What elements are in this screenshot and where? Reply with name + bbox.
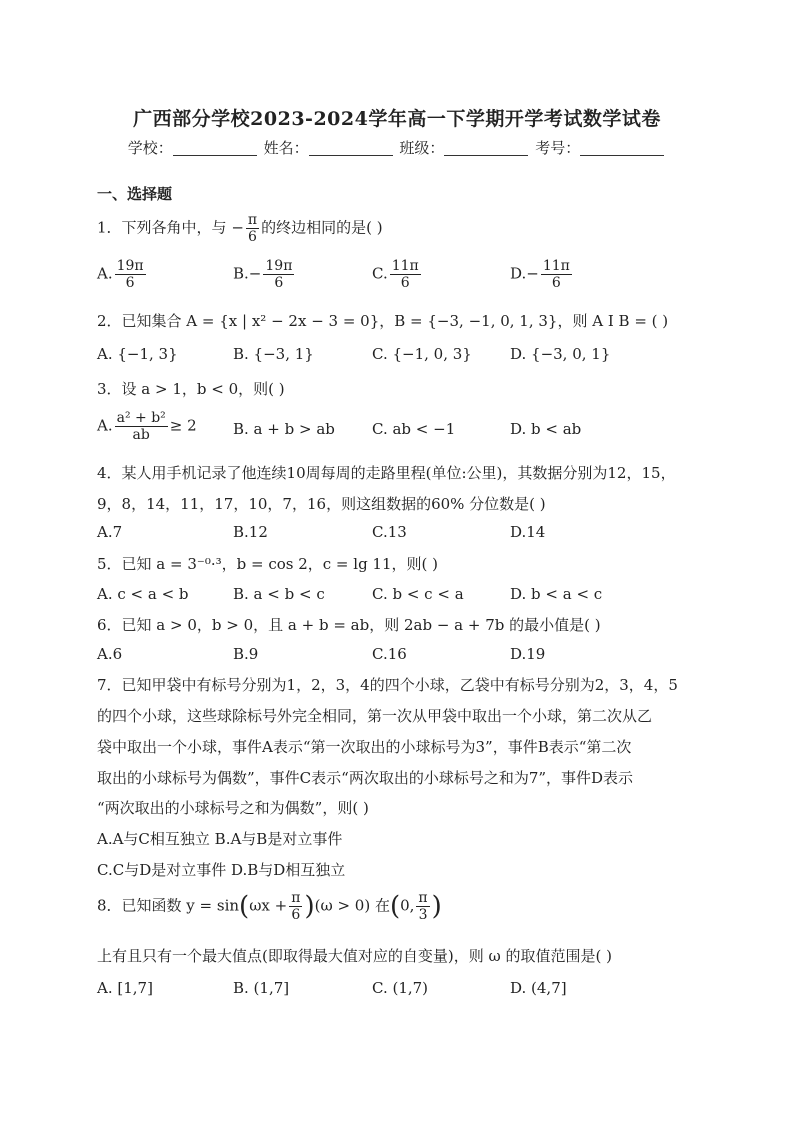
q5-option-a: A. c < a < b <box>97 585 189 603</box>
q4-option-a: A.7 <box>97 523 123 541</box>
question-6: 6．已知 a > 0，b > 0，且 a + b = ab，则 2ab − a + 7b 的最小值是( ) <box>97 616 601 634</box>
question-7-line-4: 取出的小球标号为偶数”，事件C表示“两次取出的小球标号之和为7”，事件D表示 <box>97 769 634 787</box>
q8-option-a: A. [1,7] <box>97 979 153 997</box>
q3-option-d: D. b < ab <box>510 420 582 438</box>
question-7-line-3: 袋中取出一个小球，事件A表示“第一次取出的小球标号为3”，事件B表示“第二次 <box>97 738 632 756</box>
section-heading: 一、选择题 <box>97 185 173 203</box>
q5-option-c: C. b < c < a <box>372 585 464 603</box>
q4-option-c: C.13 <box>372 523 407 541</box>
q7-options-line-1: A.A与C相互独立 B.A与B是对立事件 <box>97 830 343 848</box>
q6-option-d: D.19 <box>510 645 546 663</box>
q2-option-b: B. {−3, 1} <box>233 345 314 363</box>
q8-option-d: D. (4,7] <box>510 979 567 997</box>
q2-option-c: C. {−1, 0, 3} <box>372 345 472 363</box>
q4-option-b: B.12 <box>233 523 268 541</box>
question-1: 1．下列各角中，与 − $\frac{\pi}{6}$ 的终边相同的是( ) <box>97 212 383 245</box>
q5-option-b: B. a < b < c <box>233 585 325 603</box>
question-4-line-1: 4．某人用手机记录了他连续10周每周的走路里程(单位:公里)，其数据分别为12，15， <box>97 464 676 482</box>
exam-number-label: 考号： <box>535 139 581 157</box>
q5-option-d: D. b < a < c <box>510 585 603 603</box>
school-blank <box>173 141 257 156</box>
question-7-line-2: 的四个小球，这些球除标号外完全相同，第一次从甲袋中取出一个小球，第二次从乙 <box>97 707 653 725</box>
name-label: 姓名： <box>263 139 309 157</box>
q3-option-b: B. a + b > ab <box>233 420 335 438</box>
q3-option-c: C. ab < −1 <box>372 420 456 438</box>
question-5: 5．已知 a = 3⁻⁰·³，b = cos 2，c = lg 11，则( ) <box>97 555 438 573</box>
q6-option-b: B.9 <box>233 645 259 663</box>
q6-option-c: C.16 <box>372 645 407 663</box>
question-8: 8．已知函数 y = sin(ωx + $\frac{\pi}{6}$ )(ω > 0) 在(0, $\frac{\pi}{3}$ ) <box>97 890 442 923</box>
class-blank <box>444 141 528 156</box>
question-3: 3．设 a > 1，b < 0，则( ) <box>97 380 285 398</box>
school-label: 学校： <box>127 139 173 157</box>
q3-option-a: A. $\frac{\text{a² + b²}}{ab}$ ≥ 2 <box>97 410 197 443</box>
q2-option-a: A. {−1, 3} <box>97 345 178 363</box>
exam-number-blank <box>580 141 664 156</box>
q8-option-b: B. (1,7] <box>233 979 290 997</box>
class-label: 班级： <box>399 139 445 157</box>
q1-option-d: D.− $\frac{11\pi}{6}$ <box>510 258 570 291</box>
q8-option-c: C. (1,7) <box>372 979 429 997</box>
q1-option-c: C. $\frac{11\pi}{6}$ <box>372 258 419 291</box>
question-7-line-1: 7．已知甲袋中有标号分别为1，2，3，4的四个小球，乙袋中有标号分别为2，3，4，5 <box>97 676 678 694</box>
q4-option-d: D.14 <box>510 523 546 541</box>
q2-option-d: D. {−3, 0, 1} <box>510 345 611 363</box>
q1-option-a: A. $\frac{19\pi}{6}$ <box>97 258 144 291</box>
q1-option-b: B.− $\frac{19\pi}{6}$ <box>233 258 293 291</box>
name-blank <box>309 141 393 156</box>
question-2: 2．已知集合 A = {x | x² − 2x − 3 = 0}，B = {−3, −1, 0, 1, 3}，则 A I B = ( ) <box>97 312 669 330</box>
question-8-line-2: 上有且只有一个最大值点(即取得最大值对应的自变量)，则 ω 的取值范围是( ) <box>97 947 612 965</box>
question-4-line-2: 9，8，14，11，17，10，7，16，则这组数据的60% 分位数是( ) <box>97 495 546 513</box>
question-7-line-5: “两次取出的小球标号之和为偶数”，则( ) <box>97 799 369 817</box>
q7-options-line-2: C.C与D是对立事件 D.B与D相互独立 <box>97 861 346 879</box>
page-title: 广西部分学校2023-2024学年高一下学期开学考试数学试卷 <box>133 108 661 130</box>
student-info-line <box>0 137 794 158</box>
q6-option-a: A.6 <box>97 645 123 663</box>
